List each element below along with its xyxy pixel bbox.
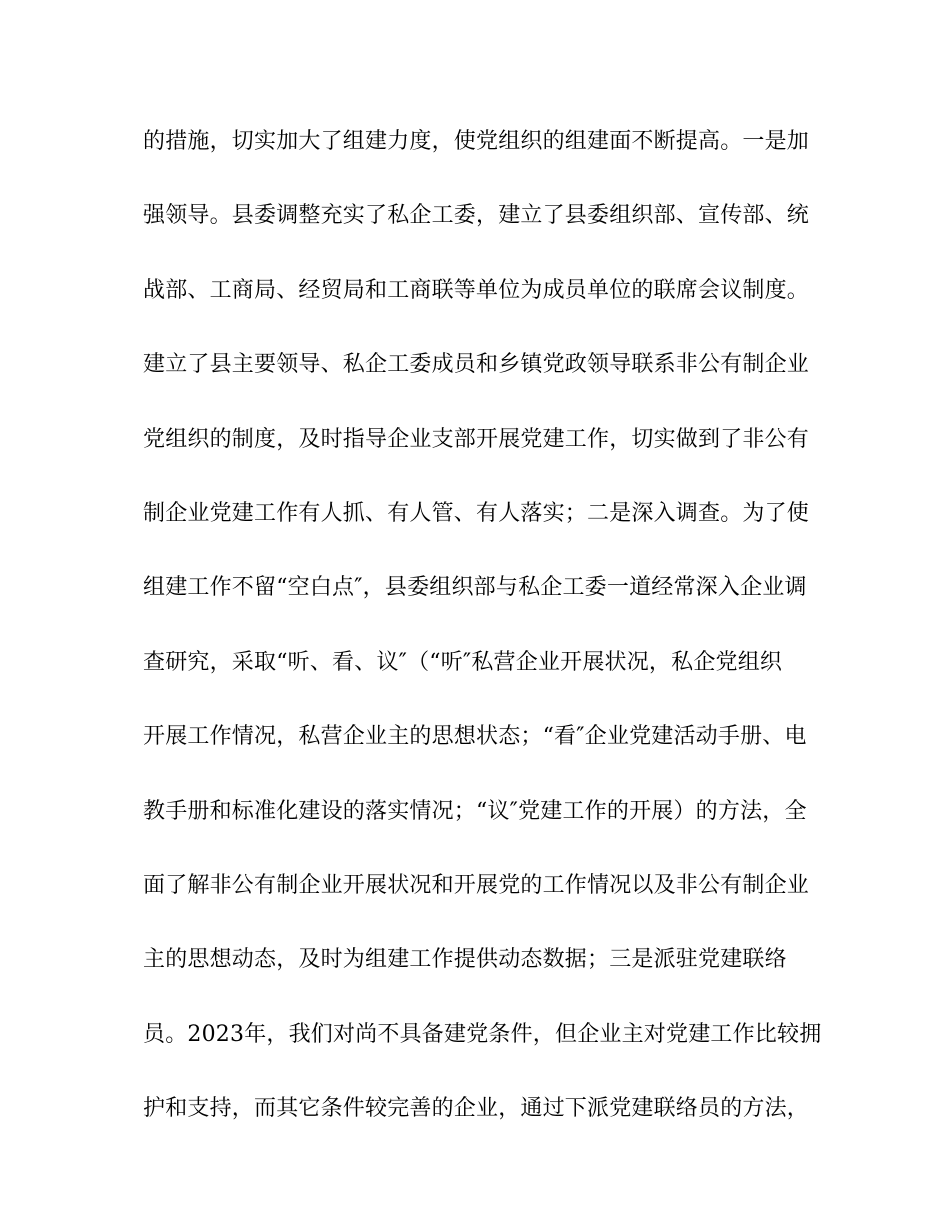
text-line: 教手册和标准化建设的落实情况；“议″党建工作的开展）的方法，全	[143, 798, 807, 824]
text-line: 员。2023年，我们对尚不具备建党条件，但企业主对党建工作比较拥	[143, 1021, 822, 1047]
text-line: 组建工作不留“空白点″，县委组织部与私企工委一道经常深入企业调	[143, 575, 807, 601]
text-line: 制企业党建工作有人抓、有人管、有人落实；二是深入调查。为了使	[143, 500, 810, 526]
text-line: 强领导。县委调整充实了私企工委，建立了县委组织部、宣传部、统	[143, 203, 810, 229]
text-line: 查研究，采取“听、看、议″（“听″私营企业开展状况，私企党组织	[143, 649, 783, 675]
text-line: 战部、工商局、经贸局和工商联等单位为成员单位的联席会议制度。	[143, 277, 810, 303]
text-line: 党组织的制度，及时指导企业支部开展党建工作，切实做到了非公有	[143, 426, 810, 452]
text-line: 的措施，切实加大了组建力度，使党组织的组建面不断提高。一是加	[143, 129, 810, 154]
text-line: 开展工作情况，私营企业主的思想状态；“看″企业党建活动手册、电	[143, 724, 807, 750]
text-line: 面了解非公有制企业开展状况和开展党的工作情况以及非公有制企业	[143, 872, 810, 898]
text-line: 建立了县主要领导、私企工委成员和乡镇党政领导联系非公有制企业	[143, 352, 810, 378]
text-line: 主的思想动态，及时为组建工作提供动态数据；三是派驻党建联络	[143, 947, 787, 973]
body-text	[143, 121, 823, 1162]
text-line: 护和支持，而其它条件较完善的企业，通过下派党建联络员的方法，	[143, 1096, 810, 1122]
